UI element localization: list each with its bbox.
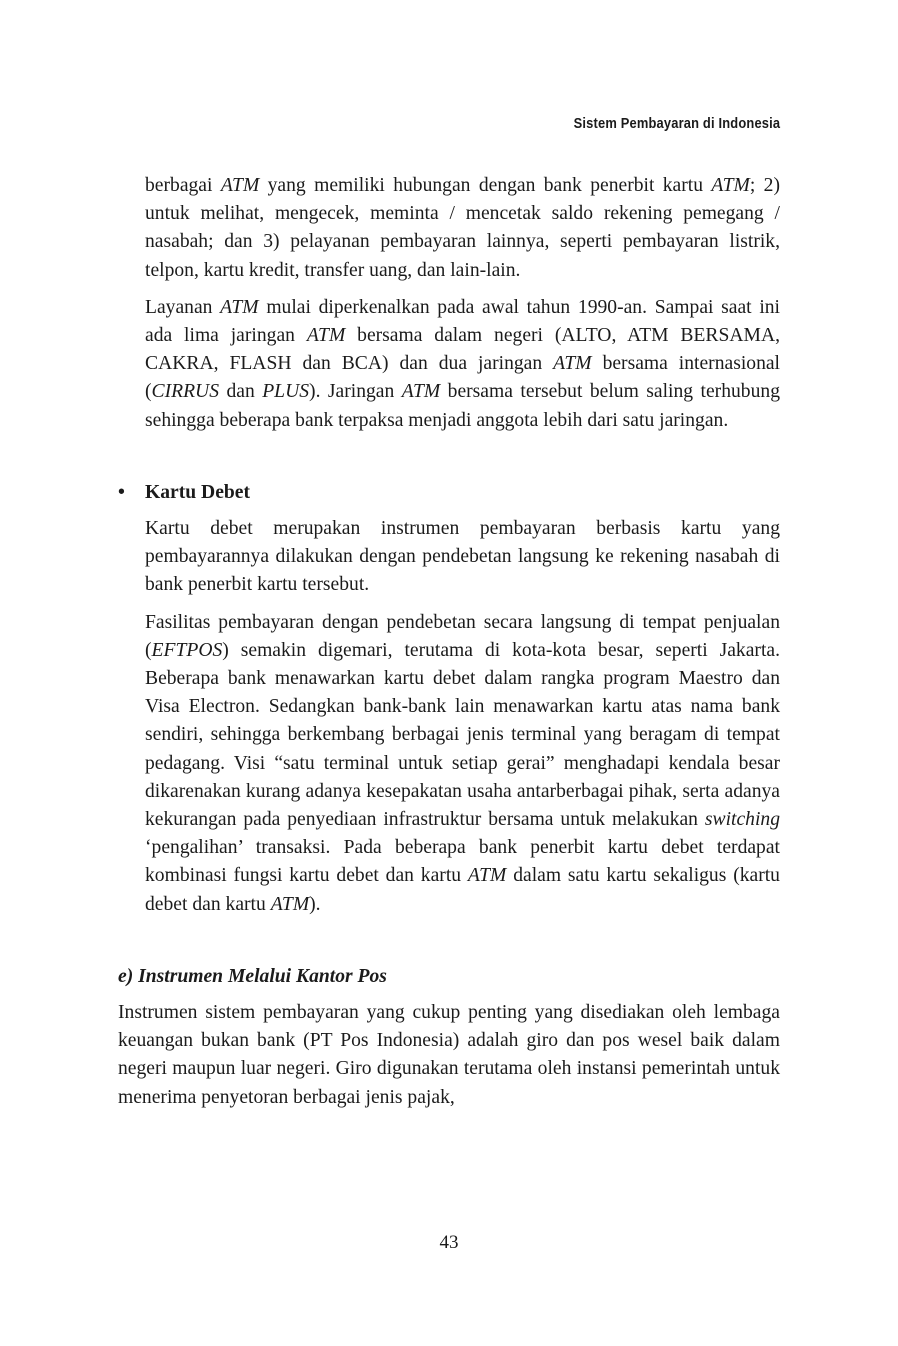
text-run: dalam satu kartu sekaligus (kartu debet dan kartu — [145, 865, 780, 915]
italic-term: ATM — [270, 893, 310, 915]
paragraph-kantor-pos: Instrumen sistem pembayaran yang cukup penting yang disediakan oleh lembaga keuangan bukan bank (PT Pos Indonesia) adalah giro dan pos wesel baik dalam negeri maupun luar negeri. Giro digunakan terutama oleh instansi pemerintah untuk menerima penyetoran berbagai jenis pajak, — [118, 1002, 780, 1108]
italic-term: ATM — [467, 865, 507, 887]
italic-term: ATM — [711, 175, 750, 196]
italic-term: EFTPOS — [151, 639, 223, 661]
paragraph-atm-services — [145, 172, 780, 285]
bullet-icon: • — [118, 481, 125, 503]
text-run: ‘pengalihan’ transaksi. Pada beberapa bank penerbit kartu debet terdapat kombinasi fungsi kartu debet dan kartu — [145, 837, 780, 887]
running-header: Sistem Pembayaran di Indonesia — [573, 115, 780, 132]
italic-term: ATM — [220, 296, 259, 318]
italic-term: ATM — [401, 381, 441, 403]
text-run: ; 2) untuk melihat, mengecek, meminta / mencetak saldo rekening pemegang / nasabah; dan 3) pelayanan pembayaran lainnya, seperti pembayaran listrik, telpon, kartu kredit, transfer uang, dan lain-lain. — [145, 175, 780, 281]
text-run: mulai diperkenalkan pada awal tahun 1990-an. Sampai saat ini ada lima jaringan — [145, 296, 780, 347]
paragraph-eftpos — [145, 609, 780, 919]
text-run: Fasilitas pembayaran dengan pendebetan secara langsung di tempat penjualan ( — [145, 611, 780, 661]
text-run: berbagai — [145, 175, 221, 196]
body-text — [118, 172, 780, 1112]
paragraph-kartu-debet-definition: Kartu debet merupakan instrumen pembayaran berbasis kartu yang pembayarannya dilakukan dengan pendebetan langsung ke rekening nasabah di bank penerbit kartu tersebut. — [145, 518, 780, 596]
text-run: Layanan — [145, 296, 221, 318]
italic-term: ATM — [306, 325, 346, 347]
section-heading-kartu-debet — [118, 479, 780, 507]
page-number: 43 — [439, 1232, 459, 1253]
text-run: ). — [309, 893, 321, 915]
italic-term: PLUS — [262, 381, 310, 403]
paragraph-atm-networks — [145, 294, 780, 435]
italic-term: ATM — [553, 353, 592, 375]
section-heading-label: Kartu Debet — [145, 481, 251, 503]
text-run: bersama dalam negeri (ALTO, ATM BERSAMA, CAKRA, FLASH dan BCA) dan dua jaringan — [145, 325, 780, 375]
text-run: bersama tersebut belum saling terhubung sehingga beberapa bank terpaksa menjadi anggota lebih dari satu jaringan. — [145, 381, 780, 431]
italic-term: ATM — [220, 175, 260, 196]
italic-term: switching — [704, 809, 780, 831]
text-run: dan — [219, 381, 263, 403]
italic-term: CIRRUS — [151, 381, 220, 403]
text-run: ). Jaringan — [309, 381, 402, 403]
text-run: bersama internasional ( — [145, 353, 781, 403]
section-heading-kantor-pos: e) Instrumen Melalui Kantor Pos — [118, 965, 387, 987]
text-run: ) semakin digemari, terutama di kota-kota besar, seperti Jakarta. Beberapa bank menawarkan kartu debet dalam rangka program Maestro dan Visa Electron. Sedangkan bank-bank lain menawarkan kartu atas nama bank sendiri, sehingga berkembang berbagai jenis terminal yang beragam di tempat pedagang. Visi “satu terminal untuk setiap gerai” menghadapi kendala besar dikarenakan kurang adanya kesepakatan usaha antarberbagai pihak, serta adanya kekurangan pada penyediaan infrastruktur bersama untuk melakukan — [145, 639, 780, 831]
text-run: yang memiliki hubungan dengan bank penerbit kartu — [259, 175, 712, 196]
